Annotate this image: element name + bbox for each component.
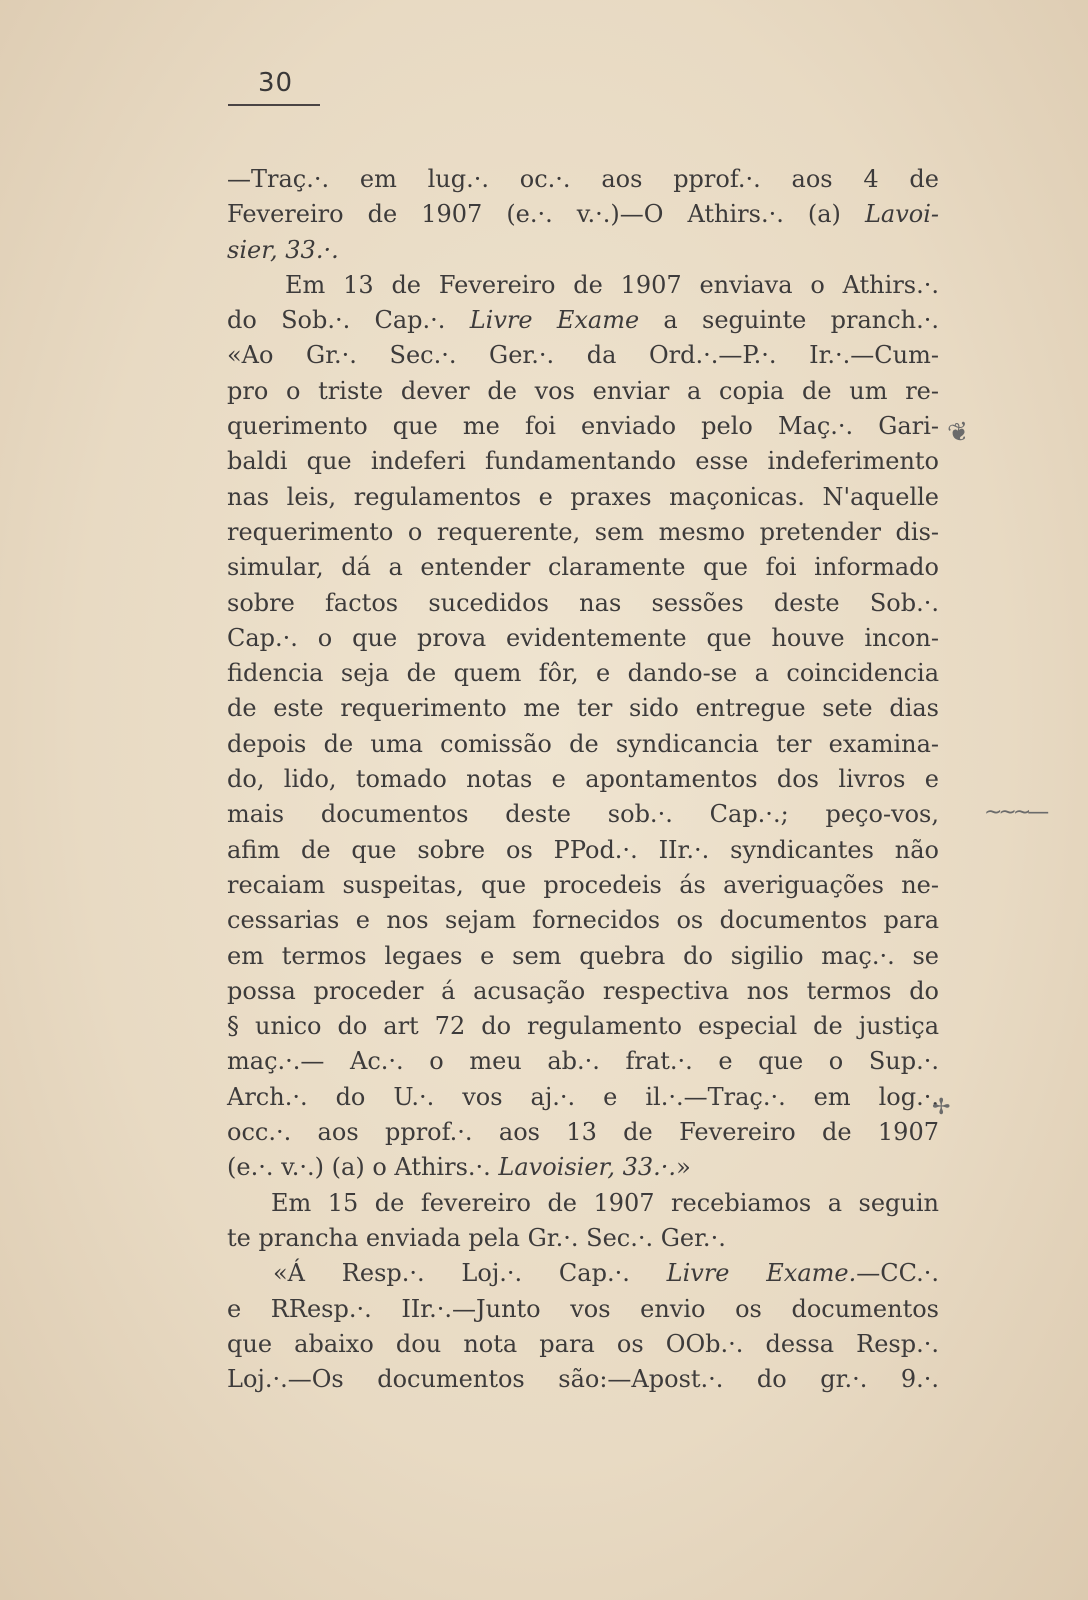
text-segment: de este requerimento me ter sido entregue sete dias [227,694,939,723]
text-segment: que abaixo dou nota para os OOb.·. dessa Resp.·. [227,1329,939,1358]
text-segment: simular, dá a entender claramente que foi informado [227,553,939,582]
text-segment: afim de que sobre os PPod.·. IIr.·. syndicantes não [227,835,939,864]
text-segment: fidencia seja de quem fôr, e dando-se a coincidencia [227,659,939,688]
text-segment: sobre factos sucedidos nas sessões deste Sob.·. [227,588,939,617]
text-line [227,727,939,762]
text-segment: Loj.·.—Os documentos são:—Apost.·. do gr.·. 9.·. [227,1365,939,1394]
margin-ink-mark: ~~~— [984,800,1046,825]
text-line [227,1186,939,1221]
text-segment: maç.·.— Ac.·. o meu ab.·. frat.·. e que o Sup.·. [227,1047,939,1076]
italic-text: Livre Exame. [666,1259,857,1288]
italic-text: sier, 33.·. [227,235,339,264]
text-line [227,374,939,409]
italic-text: Lavoi- [864,200,939,229]
text-line [227,1115,939,1150]
text-line [227,586,939,621]
text-line [227,621,939,656]
text-segment: e RResp.·. IIr.·.—Junto vos envio os documentos [227,1294,939,1323]
text-line [227,868,939,903]
text-line [227,1292,939,1327]
text-line [227,233,939,268]
text-segment: occ.·. aos pprof.·. aos 13 de Fevereiro de 1907 [227,1118,939,1147]
text-segment: (e.·. v.·.) (a) o Athirs.·. [227,1153,499,1182]
text-line [227,939,939,974]
text-line [227,197,939,232]
text-line [227,480,939,515]
text-segment: —Traç.·. em lug.·. oc.·. aos pprof.·. aos 4 de [227,165,939,193]
text-segment: possa proceder á acusação respectiva nos termos do [227,976,939,1005]
text-line [227,1009,939,1044]
text-line [227,409,939,444]
page-number-rule [228,104,320,106]
text-line [227,1221,939,1256]
text-segment: Fevereiro de 1907 (e.·. v.·.)—O Athirs.·. (a) [227,200,865,229]
text-line [227,1327,939,1362]
text-segment: Cap.·. o que prova evidentemente que houve incon- [227,623,939,652]
text-segment: § unico do art 72 do regulamento especial de justiça [227,1012,939,1041]
text-line [227,268,939,303]
text-segment: a seguinte pranch.·. [639,306,939,335]
body-text [227,162,939,1397]
text-segment: Em 13 de Fevereiro de 1907 enviava o Athirs.·. [285,270,939,299]
text-line [227,903,939,938]
text-segment: pro o triste dever de vos enviar a copia de um re- [227,376,939,405]
text-line [227,444,939,479]
text-line [227,833,939,868]
text-segment: nas leis, regulamentos e praxes maçonicas. N'aquelle [227,482,939,511]
text-segment: «Ao Gr.·. Sec.·. Ger.·. da Ord.·.—P.·. Ir.·.—Cum- [227,341,939,370]
text-segment: mais documentos deste sob.·. Cap.·.; peço-vos, [227,800,939,829]
text-segment: —CC.·. [856,1259,939,1288]
page-number: 30 [258,68,294,98]
text-segment: em termos legaes e sem quebra do sigilio maç.·. se [227,941,939,970]
text-segment: » [676,1153,691,1182]
text-line [227,1362,939,1397]
text-segment: «Á Resp.·. Loj.·. Cap.·. [273,1259,667,1288]
text-segment: cessarias e nos sejam fornecidos os documentos para [227,906,939,935]
text-segment: te prancha enviada pela Gr.·. Sec.·. Ger.·. [227,1223,726,1252]
text-line [227,691,939,726]
text-line [227,656,939,691]
text-line [227,515,939,550]
text-segment: recaiam suspeitas, que procedeis ás averiguações ne- [227,870,939,899]
text-segment: depois de uma comissão de syndicancia ter examina- [227,729,939,758]
italic-text: Lavoisier, 33.·. [498,1153,677,1182]
margin-ink-mark: ❦ [945,416,973,450]
text-segment: requerimento o requerente, sem mesmo pretender dis- [227,517,939,546]
text-segment: baldi que indeferi fundamentando esse indeferimento [227,447,939,476]
text-segment: do, lido, tomado notas e apontamentos dos livros e [227,765,939,794]
text-segment: Arch.·. do U.·. vos aj.·. e il.·.—Traç.·. em log.·. [227,1082,939,1111]
text-line [227,762,939,797]
italic-text: Livre Exame [469,306,640,335]
text-line [227,1044,939,1079]
text-line [227,974,939,1009]
text-line [227,1150,939,1185]
margin-ink-mark: ✢ [932,1095,951,1120]
text-segment: do Sob.·. Cap.·. [227,306,470,335]
text-line [227,797,939,832]
text-line [227,1080,939,1115]
text-line [227,550,939,585]
text-segment: Em 15 de fevereiro de 1907 recebiamos a seguin [271,1188,939,1217]
text-line [227,1256,939,1291]
text-line [227,162,939,197]
text-line [227,338,939,373]
text-segment: querimento que me foi enviado pelo Maç.·. Gari- [227,412,939,441]
text-line [227,303,939,338]
